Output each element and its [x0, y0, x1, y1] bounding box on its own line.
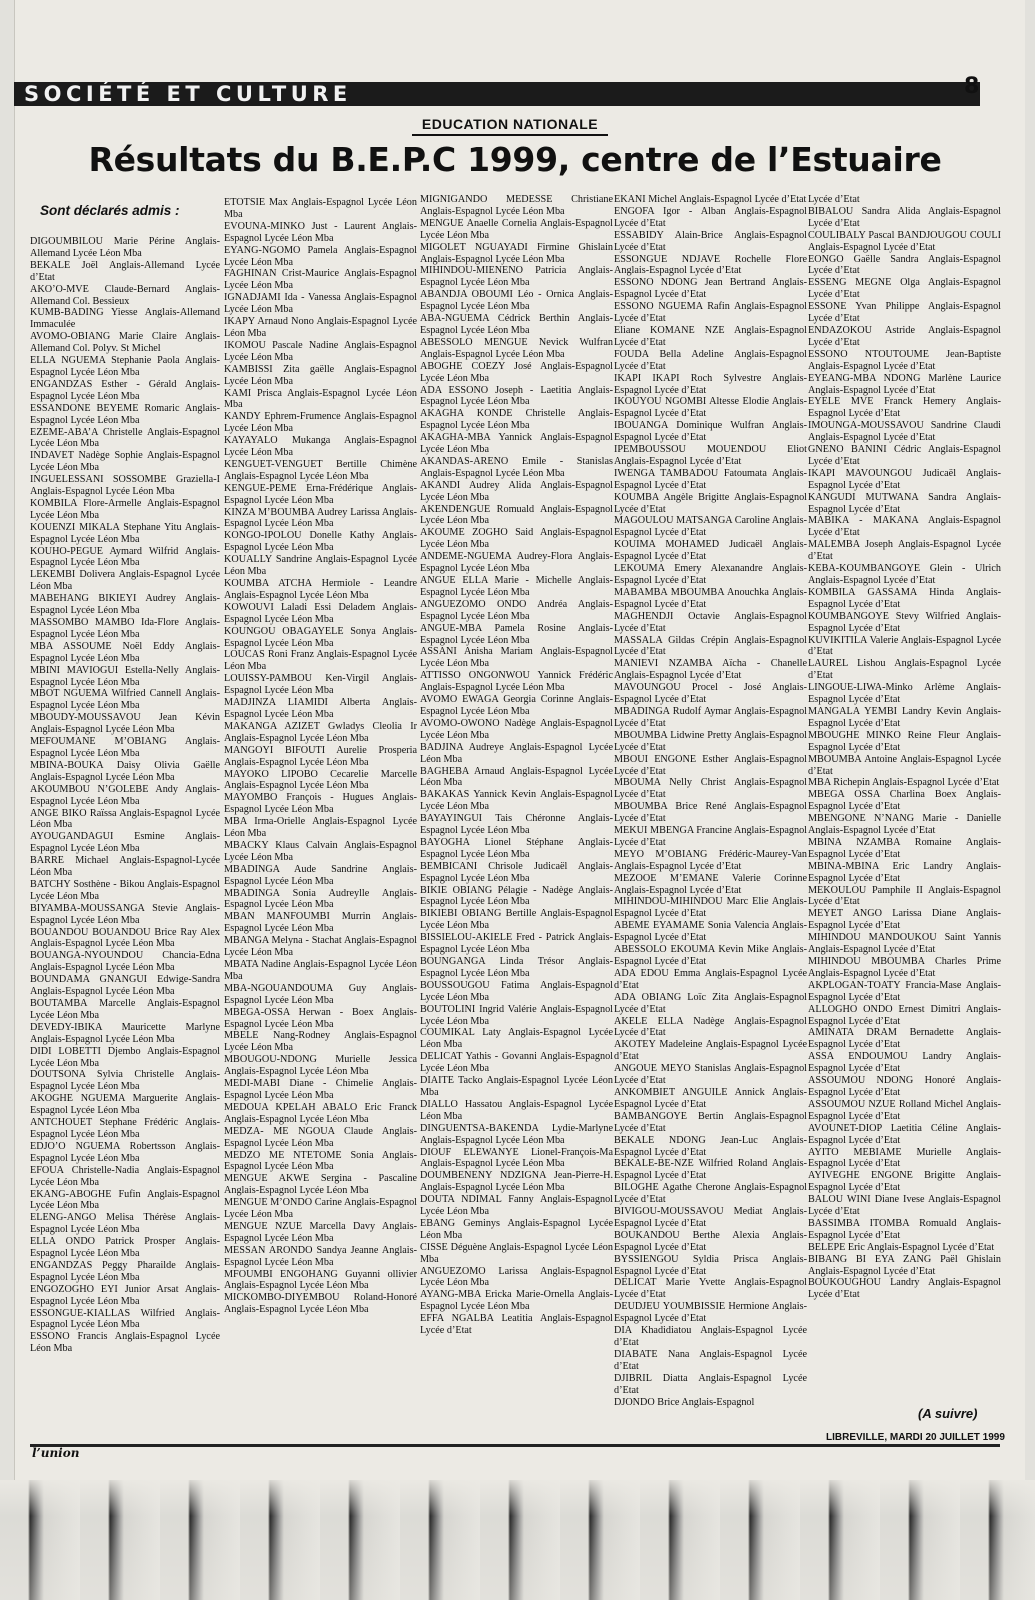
candidate-entry: ELLA ONDO Patrick Prosper Anglais-Espagnol Lycée Léon Mba: [30, 1236, 220, 1260]
candidate-entry: Lycée d’Etat: [808, 194, 860, 205]
publication-date: LIBREVILLE, MARDI 20 JUILLET 1999: [826, 1432, 1005, 1443]
candidate-entry: AKOGHE NGUEMA Marguerite Anglais-Espagnol Lycée Léon Mba: [30, 1093, 220, 1117]
candidate-entry: MBADINGA Aude Sandrine Anglais-Espagnol Lycée Léon Mba: [224, 863, 417, 887]
candidate-entry: ANGUE-MBA Pamela Rosine Anglais-Espagnol Lycée Léon Mba: [420, 622, 613, 646]
candidate-entry: EVOUNA-MINKO Just - Laurent Anglais-Espagnol Lycée Léon Mba: [224, 220, 417, 244]
candidate-entry: MAYOMBO François - Hugues Anglais-Espagnol Lycée Léon Mba: [224, 792, 417, 816]
publication-name: l’union: [32, 1446, 80, 1460]
candidate-entry: MIGNIGANDO MEDESSE Christiane Anglais-Espagnol Lycée Léon Mba: [420, 194, 613, 217]
candidate-entry: ESSONE Yvan Philippe Anglais-Espagnol Lycée d’Etat: [808, 301, 1001, 325]
candidate-entry: BISSIELOU-AKIELE Fred - Patrick Anglais-Espagnol Lycée Léon Mba: [420, 932, 613, 956]
candidate-entry: ESSONO NDONG Jean Bertrand Anglais-Espagnol Lycée d’Etat: [614, 277, 807, 301]
candidate-entry: MENGUE NZUE Marcella Davy Anglais-Espagnol Lycée Léon Mba: [224, 1220, 417, 1244]
candidate-entry: MANIEVI NZAMBA Aïcha - Chanelle Anglais-Espagnol Lycée d’Etat: [614, 658, 807, 682]
candidate-entry: BOUTAMBA Marcelle Anglais-Espagnol Lycée Léon Mba: [30, 998, 220, 1021]
candidate-entry: MABIKA - MAKANA Anglais-Espagnol Lycée d’Etat: [808, 515, 1001, 539]
candidate-entry: AYOUGANDAGUI Esmine Anglais-Espagnol Lycée Léon Mba: [30, 831, 220, 855]
candidate-entry: EYANG-NGOMO Pamela Anglais-Espagnol Lycée Léon Mba: [224, 244, 417, 268]
candidate-entry: MENGUE AKWE Sergina - Pascaline Anglais-Espagnol Lycée Léon Mba: [224, 1173, 417, 1197]
candidate-entry: ANGOUE MEYO Stanislas Anglais-Espagnol Lycée d’Etat: [614, 1063, 807, 1087]
candidate-entry: MBOT NGUEMA Wilfried Cannell Anglais-Espagnol Lycée Léon Mba: [30, 688, 220, 712]
candidate-entry: CISSE Déguène Anglais-Espagnol Lycée Léon Mba: [420, 1241, 613, 1265]
candidate-entry: KAMBISSI Zita gaëlle Anglais-Espagnol Lycée Léon Mba: [224, 363, 417, 387]
candidate-entry: MBEGA OSSA Charlina Boex Anglais-Espagnol Lycée d’Etat: [808, 789, 1001, 813]
candidate-entry: DOUTA NDIMAL Fanny Anglais-Espagnol Lycée Léon Mba: [420, 1194, 613, 1218]
candidate-entry: ANTCHOUET Stephane Frédéric Anglais-Espagnol Lycée Léon Mba: [30, 1117, 220, 1140]
candidate-entry: ASSOUMOU NZUE Rolland Michel Anglais-Espagnol Lycée d’Etat: [808, 1098, 1001, 1122]
candidate-entry: IMOUNGA-MOUSSAVOU Sandrine Claudi Anglais-Espagnol Lycée d’Etat: [808, 420, 1001, 444]
candidate-entry: KAYAYALO Mukanga Anglais-Espagnol Lycée Léon Mba: [224, 435, 417, 459]
continued-note: (A suivre): [918, 1406, 978, 1421]
candidate-entry: GNENO BANINI Cédric Anglais-Espagnol Lycée d’Etat: [808, 444, 1001, 467]
candidate-entry: LAUREL Lishou Anglais-Espagnol Lycée d’Etat: [808, 658, 1001, 682]
candidate-entry: ETOTSIE Max Anglais-Espagnol Lycée Léon Mba: [224, 197, 417, 220]
candidate-entry: MIHINDOU MBOUMBA Charles Prime Anglais-Espagnol Lycée d’Etat: [808, 956, 1001, 979]
results-column-1: [30, 236, 220, 1436]
candidate-entry: BELEPE Eric Anglais-Espagnol Lycée d’Etat: [808, 1241, 995, 1253]
candidate-entry: ADA OBIANG Loïc Zita Anglais-Espagnol Lycée d’Etat: [614, 991, 807, 1015]
candidate-entry: AKELE ELLA Nadège Anglais-Espagnol Lycée d’Etat: [614, 1015, 807, 1039]
candidate-entry: IKAPY Arnaud Nono Anglais-Espagnol Lycée Léon Mba: [224, 316, 417, 339]
candidate-entry: BIKIE OBIANG Pélagie - Nadège Anglais-Espagnol Lycée Léon Mba: [420, 884, 613, 908]
candidate-entry: DIAITE Tacko Anglais-Espagnol Lycée Léon Mba: [420, 1075, 613, 1098]
candidate-entry: MABAMBA MBOUMBA Anouchka Anglais-Espagnol Lycée d’Etat: [614, 586, 807, 610]
candidate-entry: LINGOUE-LIWA-Minko Arlème Anglais-Espagnol Lycée d’Etat: [808, 682, 1001, 706]
candidate-entry: BAYOGHA Lionel Stéphane Anglais-Espagnol Lycée Léon Mba: [420, 836, 613, 860]
candidate-entry: BEKALE Joël Anglais-Allemand Lycée d’Etat: [30, 259, 220, 283]
candidate-entry: MBA-NGOUANDOUMA Guy Anglais-Espagnol Lycée Léon Mba: [224, 982, 417, 1006]
candidate-entry: MICKOMBO-DIYEMBOU Roland-Honoré Anglais-Espagnol Lycée Léon Mba: [224, 1292, 417, 1316]
candidate-entry: ESSABIDY Alain-Brice Anglais-Espagnol Lycée d’Etat: [614, 229, 807, 253]
results-column-3: [420, 194, 613, 1437]
candidate-entry: KOWOUVI Laladi Essi Deladem Anglais-Espagnol Lycée Léon Mba: [224, 601, 417, 625]
candidate-entry: AYANG-MBA Ericka Marie-Ornella Anglais-Espagnol Lycée Léon Mba: [420, 1289, 613, 1313]
candidate-entry: ABANDJA OBOUMI Léo - Ornica Anglais-Espagnol Lycée Léon Mba: [420, 289, 613, 313]
candidate-entry: MEYET ANGO Larissa Diane Anglais-Espagnol Lycée d’Etat: [808, 908, 1001, 932]
candidate-entry: MBOUMBA Lidwine Pretty Anglais-Espagnol Lycée d’Etat: [614, 729, 807, 753]
candidate-entry: AKOUMBOU N’GOLEBE Andy Anglais-Espagnol Lycée Léon Mba: [30, 783, 220, 807]
candidate-entry: KEBA-KOUMBANGOYE Glein - Ulrich Anglais-Espagnol Lycée d’Etat: [808, 563, 1001, 586]
candidate-entry: BOUANDOU BOUANDOU Brice Ray Alex Anglais-Espagnol Lycée Léon Mba: [30, 926, 220, 950]
candidate-entry: MEYO M’OBIANG Frédéric-Maurey-Van Anglais-Espagnol Lycée d’Etat: [614, 848, 807, 872]
candidate-entry: MBOUDY-MOUSSAVOU Jean Kévin Anglais-Espagnol Lycée Léon Mba: [30, 712, 220, 736]
candidate-entry: AKAGHA KONDE Christelle Anglais-Espagnol Lycée Léon Mba: [420, 408, 613, 432]
candidate-entry: BASSIMBA ITOMBA Romuald Anglais-Espagnol Lycée d’Etat: [808, 1217, 1001, 1241]
candidate-entry: MBADINGA Rudolf Aymar Anglais-Espagnol Lycée d’Etat: [614, 705, 807, 729]
candidate-entry: KOUALLY Sandrine Anglais-Espagnol Lycée Léon Mba: [224, 554, 417, 578]
candidate-entry: BEKALE NDONG Jean-Luc Anglais-Espagnol Lycée d’Etat: [614, 1134, 807, 1158]
candidate-entry: MIHINDOU-MIHINDOU Marc Elie Anglais-Espagnol Lycée d’Etat: [614, 896, 807, 920]
candidate-entry: ABEME EYAMAME Sonia Valencia Anglais-Espagnol Lycée d’Etat: [614, 920, 807, 944]
candidate-entry: LOUISSY-PAMBOU Ken-Virgil Anglais-Espagnol Lycée Léon Mba: [224, 673, 417, 697]
candidate-entry: KOUNGOU OBAGAYELE Sonya Anglais-Espagnol Lycée Léon Mba: [224, 625, 417, 649]
candidate-entry: AKANDAS-ARENO Emile - Stanislas Anglais-Espagnol Lycée Léon Mba: [420, 455, 613, 479]
candidate-entry: ADA ESSONO Joseph - Laetitia Anglais-Espagnol Lycée Léon Mba: [420, 384, 613, 408]
candidate-entry: BEKALE-BE-NZE Wilfried Roland Anglais-Espagnol Lycée d’Etat: [614, 1158, 807, 1182]
candidate-entry: AKAGHA-MBA Yannick Anglais-Espagnol Lycée Léon Mba: [420, 432, 613, 456]
candidate-entry: ABOGHE COEZY José Anglais-Espagnol Lycée Léon Mba: [420, 360, 613, 384]
candidate-entry: MBADINGA Sonia Audreylle Anglais-Espagnol Lycée Léon Mba: [224, 887, 417, 911]
candidate-entry: ANDEME-NGUEMA Audrey-Flora Anglais-Espagnol Lycée Léon Mba: [420, 551, 613, 575]
candidate-entry: IWENGA TAMBADOU Fatoumata Anglais-Espagnol Lycée d’Etat: [614, 467, 807, 491]
candidate-entry: MAKANGA AZIZET Gwladys Cleolia Ir Anglais-Espagnol Lycée Léon Mba: [224, 720, 417, 744]
candidate-entry: AMINATA DRAM Bernadette Anglais-Espagnol Lycée d’Etat: [808, 1027, 1001, 1051]
candidate-entry: DOUTSONA Sylvia Christelle Anglais-Espagnol Lycée Léon Mba: [30, 1069, 220, 1093]
candidate-entry: BIBALOU Sandra Alida Anglais-Espagnol Lycée d’Etat: [808, 205, 1001, 229]
candidate-entry: ENGOFA Igor - Alban Anglais-Espagnol Lycée d’Etat: [614, 205, 807, 229]
candidate-entry: MBEGA-OSSA Herwan - Boex Anglais-Espagnol Lycée Léon Mba: [224, 1006, 417, 1030]
candidate-entry: ESSONO NTOUTOUME Jean-Baptiste Anglais-Espagnol Lycée d’Etat: [808, 348, 1001, 372]
candidate-entry: MABEHANG BIKIEYI Audrey Anglais-Espagnol Lycée Léon Mba: [30, 593, 220, 617]
candidate-entry: MEKOULOU Pamphile II Anglais-Espagnol Lycée d’Etat: [808, 884, 1001, 908]
candidate-entry: ANGUEZOMO Larissa Anglais-Espagnol Lycée Léon Mba: [420, 1265, 613, 1289]
candidate-entry: MBANGA Melyna - Stachat Anglais-Espagnol Lycée Léon Mba: [224, 935, 417, 959]
candidate-entry: BIVIGOU-MOUSSAVOU Mediat Anglais-Espagnol Lycée d’Etat: [614, 1206, 807, 1229]
candidate-entry: AKO’O-MVE Claude-Bernard Anglais-Allemand Col. Bessieux: [30, 283, 220, 307]
candidate-entry: DJIBRIL Diatta Anglais-Espagnol Lycée d’Etat: [614, 1372, 807, 1396]
candidate-entry: DIA Khadidiatou Anglais-Espagnol Lycée d’Etat: [614, 1325, 807, 1348]
candidate-entry: KOUHO-PEGUE Aymard Wilfrid Anglais-Espagnol Lycée Léon Mba: [30, 545, 220, 569]
candidate-entry: ADA EDOU Emma Anglais-Espagnol Lycée d’Etat: [614, 967, 807, 991]
footer-rule: [30, 1444, 1000, 1447]
candidate-entry: EONGO Gaëlle Sandra Anglais-Espagnol Lycée d’Etat: [808, 253, 1001, 277]
candidate-entry: ASSANI Anisha Mariam Anglais-Espagnol Lycée Léon Mba: [420, 646, 613, 670]
candidate-entry: DIOUF ELEWANYE Lionel-François-Ma Anglais-Espagnol Lycée Léon Mba: [420, 1146, 613, 1170]
candidate-entry: BAMBANGOYE Bertin Anglais-Espagnol Lycée d’Etat: [614, 1110, 807, 1134]
candidate-entry: EYEANG-MBA NDONG Marlène Laurice Anglais-Espagnol Lycée d’Etat: [808, 372, 1001, 396]
candidate-entry: ABESSOLO MENGUE Nevick Wulfran Anglais-Espagnol Lycée Léon Mba: [420, 336, 613, 360]
candidate-entry: KANGUDI MUTWANA Sandra Anglais-Espagnol Lycée d’Etat: [808, 491, 1001, 515]
candidate-entry: FAGHINAN Crist-Maurice Anglais-Espagnol Lycée Léon Mba: [224, 268, 417, 292]
candidate-entry: INDAVET Nadège Sophie Anglais-Espagnol Lycée Léon Mba: [30, 450, 220, 474]
candidate-entry: ABA-NGUEMA Cédrick Berthin Anglais-Espagnol Lycée Léon Mba: [420, 313, 613, 336]
candidate-entry: AVOMO EWAGA Georgia Corinne Anglais-Espagnol Lycée Léon Mba: [420, 694, 613, 717]
candidate-entry: IKOMOU Pascale Nadine Anglais-Espagnol Lycée Léon Mba: [224, 339, 417, 363]
candidate-entry: BOUTOLINI Ingrid Valérie Anglais-Espagnol Lycée Léon Mba: [420, 1003, 613, 1027]
candidate-entry: MESSAN ARONDO Sandya Jeanne Anglais-Espagnol Lycée Léon Mba: [224, 1244, 417, 1268]
candidate-entry: MBA Irma-Orielle Anglais-Espagnol Lycée Léon Mba: [224, 816, 417, 840]
candidate-entry: BATCHY Sosthène - Bikou Anglais-Espagnol Lycée Léon Mba: [30, 878, 220, 902]
candidate-entry: MBINI MAVIOGUI Estella-Nelly Anglais-Espagnol Lycée Léon Mba: [30, 664, 220, 688]
candidate-entry: AVOMO-OBIANG Marie Claire Anglais-Allemand Col. Polyv. St Michel: [30, 331, 220, 355]
candidate-entry: FOUDA Bella Adeline Anglais-Espagnol Lycée d’Etat: [614, 348, 807, 372]
candidate-entry: BOUNGANGA Linda Trésor Anglais-Espagnol Lycée Léon Mba: [420, 956, 613, 979]
candidate-entry: BAYAYINGUI Tais Chéronne Anglais-Espagnol Lycée Léon Mba: [420, 813, 613, 837]
candidate-entry: MEKUI MBENGA Francine Anglais-Espagnol Lycée d’Etat: [614, 825, 807, 848]
candidate-entry: ASSA ENDOUMOU Landry Anglais-Espagnol Lycée d’Etat: [808, 1051, 1001, 1075]
candidate-entry: COULIBALY Pascal BANDJOUGOU COULI Anglais-Espagnol Lycée d’Etat: [808, 229, 1001, 253]
candidate-entry: AKOUME ZOGHO Said Anglais-Espagnol Lycée Léon Mba: [420, 527, 613, 551]
candidate-entry: ESSONGUE-KIALLAS Wilfried Anglais-Espagnol Lycée Léon Mba: [30, 1307, 220, 1331]
candidate-entry: ELENG-ANGO Melisa Thérèse Anglais-Espagnol Lycée Léon Mba: [30, 1212, 220, 1236]
candidate-entry: BIBANG BI EYA ZANG Paël Ghislain Anglais-Espagnol Lycée d’Etat: [808, 1253, 1001, 1277]
candidate-entry: MANGALA YEMBI Landry Kevin Anglais-Espagnol Lycée d’Etat: [808, 705, 1001, 729]
candidate-entry: ALLOGHO ONDO Ernest Dimitri Anglais-Espagnol Lycée d’Etat: [808, 1003, 1001, 1027]
results-column-5: [808, 194, 1001, 1404]
candidate-entry: ENDAZOKOU Astride Anglais-Espagnol Lycée d’Etat: [808, 324, 1001, 348]
candidate-entry: MBENGONE N’NANG Marie - Danielle Anglais-Espagnol Lycée d’Etat: [808, 813, 1001, 837]
candidate-entry: ELLA NGUEMA Stephanie Paola Anglais-Espagnol Lycée Léon Mba: [30, 355, 220, 378]
candidate-entry: MIGOLET NGUAYADI Firmine Ghislain Anglais-Espagnol Lycée Léon Mba: [420, 241, 613, 265]
candidate-entry: KOMBILA GASSAMA Hinda Anglais-Espagnol Lycée d’Etat: [808, 586, 1001, 610]
candidate-entry: MBOUGHE MINKO Reine Fleur Anglais-Espagnol Lycée d’Etat: [808, 729, 1001, 753]
candidate-entry: EKANI Michel Anglais-Espagnol Lycée d’Etat: [614, 194, 807, 205]
candidate-entry: DINGUENTSA-BAKENDA Lydie-Marlyne Anglais-Espagnol Lycée Léon Mba: [420, 1122, 613, 1146]
candidate-entry: AVOUNET-DIOP Laetitia Céline Anglais-Espagnol Lycée d’Etat: [808, 1122, 1001, 1146]
candidate-entry: MIHINDOU MANDOUKOU Saint Yannis Anglais-Espagnol Lycée d’Etat: [808, 932, 1001, 956]
candidate-entry: KOMBILA Flore-Armelle Anglais-Espagnol Lycée Léon Mba: [30, 497, 220, 521]
candidate-entry: ATTISSO ONGONWOU Yannick Frédéric Anglais-Espagnol Lycée Léon Mba: [420, 670, 613, 694]
candidate-entry: MBOUI ENGONE Esther Anglais-Espagnol Lycée d’Etat: [614, 753, 807, 777]
candidate-entry: MBOUMBA Brice René Anglais-Espagnol Lycée d’Etat: [614, 801, 807, 825]
scan-border: [0, 1480, 1035, 1600]
candidate-entry: BOUNDAMA GNANGUI Edwige-Sandra Anglais-Espagnol Lycée Léon Mba: [30, 974, 220, 998]
candidate-entry: KINZA M’BOUMBA Audrey Larissa Anglais-Espagnol Lycée Léon Mba: [224, 506, 417, 530]
candidate-entry: KAMI Prisca Anglais-Espagnol Lycée Léon Mba: [224, 387, 417, 411]
candidate-entry: ANGUE ELLA Marie - Michelle Anglais-Espagnol Lycée Léon Mba: [420, 575, 613, 598]
candidate-entry: ANGE BIKO Raïssa Anglais-Espagnol Lycée Léon Mba: [30, 807, 220, 831]
candidate-entry: IBOUANGA Dominique Wulfran Anglais-Espagnol Lycée d’Etat: [614, 420, 807, 444]
candidate-entry: AKPLOGAN-TOATY Francia-Mase Anglais-Espagnol Lycée d’Etat: [808, 979, 1001, 1003]
candidate-entry: BIYAMBA-MOUSSANGA Stevie Anglais-Espagnol Lycée Léon Mba: [30, 902, 220, 926]
candidate-entry: MAGHENDJI Octavie Anglais-Espagnol Lycée d’Etat: [614, 610, 807, 634]
candidate-entry: KOUENZI MIKALA Stephane Yitu Anglais-Espagnol Lycée Léon Mba: [30, 521, 220, 545]
candidate-entry: DIGOUMBILOU Marie Périne Anglais-Allemand Lycée Léon Mba: [30, 236, 220, 259]
candidate-entry: KANDY Ephrem-Frumence Anglais-Espagnol Lycée Léon Mba: [224, 411, 417, 435]
candidate-entry: MANGOYI BIFOUTI Aurelie Prosperia Anglais-Espagnol Lycée Léon Mba: [224, 744, 417, 768]
candidate-entry: AYITO MEBIAME Murielle Anglais-Espagnol Lycée d’Etat: [808, 1146, 1001, 1170]
rubric-label: EDUCATION NATIONALE: [412, 116, 608, 136]
candidate-entry: EKANG-ABOGHE Fufin Anglais-Espagnol Lycée Léon Mba: [30, 1188, 220, 1212]
candidate-entry: ANKOMBIET ANGUILE Annick Anglais-Espagnol Lycée d’Etat: [614, 1086, 807, 1110]
candidate-entry: MBINA-MBINA Eric Landry Anglais-Espagnol Lycée d’Etat: [808, 860, 1001, 884]
candidate-entry: BOUKANDOU Berthe Alexia Anglais-Espagnol Lycée d’Etat: [614, 1229, 807, 1253]
candidate-entry: COUMIKAL Laty Anglais-Espagnol Lycée Léon Mba: [420, 1027, 613, 1051]
candidate-entry: EZEME-ABA’A Christelle Anglais-Espagnol Lycée Léon Mba: [30, 426, 220, 450]
candidate-entry: MALEMBA Joseph Anglais-Espagnol Lycée d’Etat: [808, 539, 1001, 563]
candidate-entry: EBANG Geminys Anglais-Espagnol Lycée Léon Mba: [420, 1217, 613, 1241]
candidate-entry: MEDZA- ME NGOUA Claude Anglais-Espagnol Lycée Léon Mba: [224, 1125, 417, 1149]
candidate-entry: BOUKOUGHOU Landry Anglais-Espagnol Lycée d’Etat: [808, 1277, 1001, 1301]
candidate-entry: MASSOMBO MAMBO Ida-Flore Anglais-Espagnol Lycée Léon Mba: [30, 617, 220, 640]
candidate-entry: MIHINDOU-MIENENO Patricia Anglais-Espagnol Lycée Léon Mba: [420, 265, 613, 289]
candidate-entry: ENGOZOGHO EYI Junior Arsat Anglais-Espagnol Lycée Léon Mba: [30, 1283, 220, 1307]
candidate-entry: MAYOKO LIPOBO Cecarelie Marcelle Anglais-Espagnol Lycée Léon Mba: [224, 768, 417, 792]
candidate-entry: ENGANDZAS Peggy Pharailde Anglais-Espagnol Lycée Léon Mba: [30, 1259, 220, 1283]
candidate-entry: AKOTEY Madeleine Anglais-Espagnol Lycée d’Etat: [614, 1039, 807, 1063]
candidate-entry: BARRE Michael Anglais-Espagnol-Lycée Léon Mba: [30, 855, 220, 879]
candidate-entry: BYSSIENGOU Syldia Prisca Anglais-Espagnol Lycée d’Etat: [614, 1253, 807, 1277]
candidate-entry: AVOMO-OWONO Nadège Anglais-Espagnol Lycée Léon Mba: [420, 717, 613, 741]
candidate-entry: BILOGHE Agathe Cherone Anglais-Espagnol Lycée d’Etat: [614, 1182, 807, 1206]
candidate-entry: MFOUMBI ENGOHANG Guyanni ollivier Anglais-Espagnol Lycée Léon Mba: [224, 1268, 417, 1292]
candidate-entry: IPEMBOUSSOU MOUENDOU Eliot Anglais-Espagnol Lycée d’Etat: [614, 444, 807, 467]
candidate-entry: ESSONO NGUEMA Rafin Anglais-Espagnol Lycée d’Etat: [614, 301, 807, 325]
candidate-entry: MBOUMBA Antoine Anglais-Espagnol Lycée d’Etat: [808, 753, 1001, 777]
candidate-entry: MEDI-MABI Diane - Chimelie Anglais-Espagnol Lycée Léon Mba: [224, 1078, 417, 1101]
candidate-entry: BADJINA Audreye Anglais-Espagnol Lycée Léon Mba: [420, 741, 613, 765]
candidate-entry: KENGUE-PEME Erna-Frédérique Anglais-Espagnol Lycée Léon Mba: [224, 482, 417, 506]
candidate-entry: DIDI LOBETTI Djembo Anglais-Espagnol Lycée Léon Mba: [30, 1045, 220, 1069]
candidate-entry: EFFA NGALBA Leatitia Anglais-Espagnol Lycée d’Etat: [420, 1313, 613, 1337]
page-number: 8: [964, 74, 980, 99]
results-column-4: [614, 194, 807, 1437]
candidate-entry: DELICAT Yathis - Govanni Anglais-Espagnol Lycée Léon Mba: [420, 1051, 613, 1075]
candidate-entry: ESSANDONE BEYEME Romaric Anglais-Espagnol Lycée Léon Mba: [30, 402, 220, 426]
candidate-entry: MEDZO ME NTETOME Sonia Anglais-Espagnol Lycée Léon Mba: [224, 1149, 417, 1173]
candidate-entry: MBA ASSOUME Noël Eddy Anglais-Espagnol Lycée Léon Mba: [30, 640, 220, 664]
candidate-entry: IKAPI MAVOUNGOU Judicaël Anglais-Espagnol Lycée d’Etat: [808, 467, 1001, 491]
candidate-entry: KENGUET-VENGUET Bertille Chimène Anglais-Espagnol Lycée Léon Mba: [224, 458, 417, 482]
candidate-entry: BALOU WINI Diane Ivese Anglais-Espagnol Lycée d’Etat: [808, 1194, 1001, 1218]
candidate-entry: ENGANDZAS Esther - Gérald Anglais-Espagnol Lycée Léon Mba: [30, 378, 220, 402]
candidate-entry: IKAPI IKAPI Roch Sylvestre Anglais-Espagnol Lycée d’Etat: [614, 372, 807, 396]
candidate-entry: KOUMBA ATCHA Hermiole - Leandre Anglais-Espagnol Lycée Léon Mba: [224, 578, 417, 601]
candidate-entry: KONGO-IPOLOU Donelle Kathy Anglais-Espagnol Lycée Léon Mba: [224, 530, 417, 554]
candidate-entry: MADJINZA LIAMIDI Alberta Anglais-Espagnol Lycée Léon Mba: [224, 697, 417, 720]
candidate-entry: MAGOULOU MATSANGA Caroline Anglais-Espagnol Lycée d’Etat: [614, 515, 807, 539]
candidate-entry: KUVIKITILA Valerie Anglais-Espagnol Lycée d’Etat: [808, 634, 1001, 658]
candidate-entry: MBINA NZAMBA Romaine Anglais-Espagnol Lycée d’Etat: [808, 836, 1001, 860]
candidate-entry: ESSONO Francis Anglais-Espagnol Lycée Léon Mba: [30, 1331, 220, 1355]
candidate-entry: DEVEDY-IBIKA Mauricette Marlyne Anglais-Espagnol Lycée Léon Mba: [30, 1021, 220, 1045]
candidate-entry: EFOUA Christelle-Nadia Anglais-Espagnol Lycée Léon Mba: [30, 1164, 220, 1188]
candidate-entry: BIKIEBI OBIANG Bertille Anglais-Espagnol Lycée Léon Mba: [420, 908, 613, 932]
candidate-entry: MBELE Nang-Rodney Anglais-Espagnol Lycée Léon Mba: [224, 1030, 417, 1054]
candidate-entry: BAGHEBA Arnaud Anglais-Espagnol Lycée Léon Mba: [420, 765, 613, 789]
candidate-entry: LEKEMBI Dolivera Anglais-Espagnol Lycée Léon Mba: [30, 569, 220, 593]
candidate-entry: ESSENG MEGNE Olga Anglais-Espagnol Lycée d’Etat: [808, 277, 1001, 301]
candidate-entry: MBATA Nadine Anglais-Espagnol Lycée Léon Mba: [224, 959, 417, 982]
intro-text: Sont déclarés admis :: [40, 203, 180, 218]
candidate-entry: BAKAKAS Yannick Kevin Anglais-Espagnol Lycée Léon Mba: [420, 789, 613, 813]
candidate-entry: MASSALA Gildas Crépin Anglais-Espagnol Lycée d’Etat: [614, 634, 807, 658]
candidate-entry: ANGUEZOMO ONDO Andréa Anglais-Espagnol Lycée Léon Mba: [420, 598, 613, 622]
candidate-entry: ESSONGUE NDJAVE Rochelle Flore Anglais-Espagnol Lycée d’Etat: [614, 253, 807, 277]
candidate-entry: IGNADJAMI Ida - Vanessa Anglais-Espagnol Lycée Léon Mba: [224, 292, 417, 316]
candidate-entry: MBACKY Klaus Calvain Anglais-Espagnol Lycée Léon Mba: [224, 839, 417, 863]
candidate-entry: MEFOUMANE M’OBIANG Anglais-Espagnol Lycée Léon Mba: [30, 736, 220, 759]
candidate-entry: IKOUYOU NGOMBI Altesse Elodie Anglais-Espagnol Lycée d’Etat: [614, 396, 807, 420]
candidate-entry: KUMB-BADING Yiesse Anglais-Allemand Immaculée: [30, 307, 220, 331]
candidate-entry: Eliane KOMANE NZE Anglais-Espagnol Lycée d’Etat: [614, 324, 807, 348]
candidate-entry: BOUSSOUGOU Fatima Anglais-Espagnol Lycée Léon Mba: [420, 979, 613, 1003]
candidate-entry: KOUIMA MOHAMED Judicaël Anglais-Espagnol Lycée d’Etat: [614, 539, 807, 563]
candidate-entry: BOUANGA-NYOUNDOU Chancia-Edna Anglais-Espagnol Lycée Léon Mba: [30, 950, 220, 974]
candidate-entry: DIALLO Hassatou Anglais-Espagnol Lycée Léon Mba: [420, 1098, 613, 1122]
candidate-entry: MEDOUA KPELAH ABALO Eric Franck Anglais-Espagnol Lycée Léon Mba: [224, 1101, 417, 1125]
candidate-entry: DIABATE Nana Anglais-Espagnol Lycée d’Etat: [614, 1348, 807, 1372]
candidate-entry: MBINA-BOUKA Daisy Olivia Gaëlle Anglais-Espagnol Lycée Léon Mba: [30, 759, 220, 783]
candidate-entry: MENGUE M’ONDO Carine Anglais-Espagnol Lycée Léon Mba: [224, 1197, 417, 1221]
candidate-entry: DJONDO Brice Anglais-Espagnol: [614, 1396, 755, 1408]
candidate-entry: DELICAT Marie Yvette Anglais-Espagnol Lycée d’Etat: [614, 1277, 807, 1301]
candidate-entry: AKANDI Audrey Alida Anglais-Espagnol Lycée Léon Mba: [420, 479, 613, 503]
candidate-entry: EDJO’O NGUEMA Robertsson Anglais-Espagnol Lycée Léon Mba: [30, 1140, 220, 1164]
candidate-entry: BEMBICANI Chrisole Judicaël Anglais-Espagnol Lycée Léon Mba: [420, 860, 613, 884]
candidate-entry: MBAN MANFOUMBI Murrin Anglais-Espagnol Lycée Léon Mba: [224, 911, 417, 935]
results-column-2: [224, 197, 417, 1437]
candidate-entry: DOUMBENENY NDZIGNA Jean-Pierre-H. Anglais-Espagnol Lycée Léon Mba: [420, 1170, 613, 1194]
candidate-entry: MBOUMA Nelly Christ Anglais-Espagnol Lycée d’Etat: [614, 777, 807, 801]
section-title: SOCIÉTÉ ET CULTURE: [24, 82, 352, 106]
candidate-entry: MBOUGOU-NDONG Murielle Jessica Anglais-Espagnol Lycée Léon Mba: [224, 1054, 417, 1078]
candidate-entry: LEKOUMA Emery Alexanandre Anglais-Espagnol Lycée d’Etat: [614, 563, 807, 586]
candidate-entry: MAVOUNGOU Procel - José Anglais-Espagnol Lycée d’Etat: [614, 682, 807, 706]
candidate-entry: ABESSOLO EKOUMA Kevin Mike Anglais-Espagnol Lycée d’Etat: [614, 944, 807, 967]
candidate-entry: MEZOOE M’EMANE Valerie Corinne Anglais-Espagnol Lycée d’Etat: [614, 872, 807, 896]
candidate-entry: INGUELESSANI SOSSOMBE Graziella-I Anglais-Espagnol Lycée Léon Mba: [30, 474, 220, 498]
candidate-entry: KOUMBANGOYE Stevy Wilfried Anglais-Espagnol Lycée d’Etat: [808, 610, 1001, 634]
candidate-entry: ASSOUMOU NDONG Honoré Anglais-Espagnol Lycée d’Etat: [808, 1075, 1001, 1098]
candidate-entry: AYIVEGHE ENGONE Brigitte Anglais-Espagnol Lycée d’Etat: [808, 1170, 1001, 1194]
headline: Résultats du B.E.P.C 1999, centre de l’Estuaire: [88, 140, 942, 179]
candidate-entry: DEUDJEU YOUMBISSIE Hermione Anglais-Espagnol Lycée d’Etat: [614, 1301, 807, 1325]
candidate-entry: MENGUE Anaelle Cornelia Anglais-Espagnol Lycée Léon Mba: [420, 217, 613, 241]
candidate-entry: AKENDENGUE Romuald Anglais-Espagnol Lycée Léon Mba: [420, 503, 613, 527]
candidate-entry: KOUMBA Angèle Brigitte Anglais-Espagnol Lycée d’Etat: [614, 491, 807, 515]
candidate-entry: LOUCAS Roni Franz Anglais-Espagnol Lycée Léon Mba: [224, 649, 417, 673]
candidate-entry: EYELE MVE Franck Hemery Anglais-Espagnol Lycée d’Etat: [808, 396, 1001, 420]
candidate-entry: MBA Richepin Anglais-Espagnol Lycée d’Etat: [808, 777, 1000, 789]
